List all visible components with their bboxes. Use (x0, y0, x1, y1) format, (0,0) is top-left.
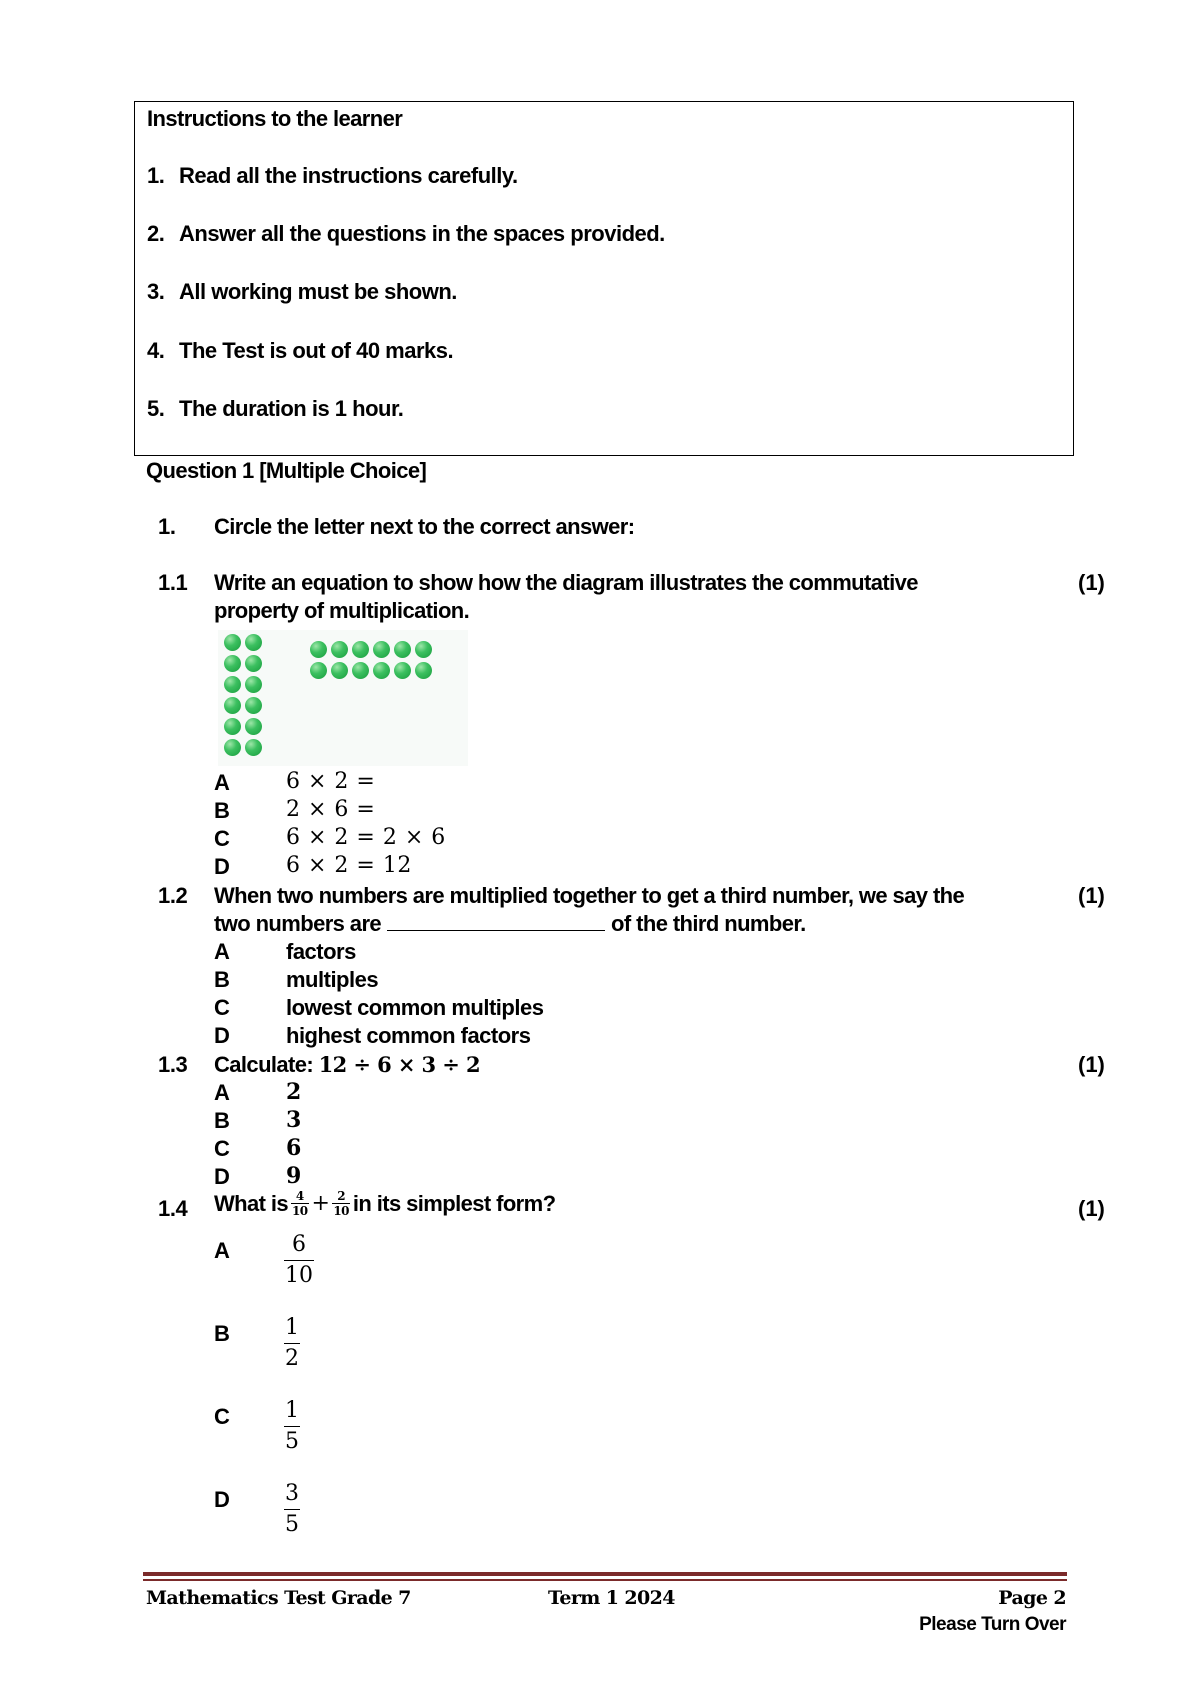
question-text: property of multiplication. (214, 598, 470, 623)
fraction (284, 1400, 300, 1453)
fraction (284, 1234, 314, 1287)
option-text: 6 × 2 = (286, 769, 376, 794)
question-text-part: of the third number. (611, 911, 806, 936)
question-expression: 12 ÷ 6 × 3 ÷ 2 (318, 1052, 480, 1077)
question-mark: (1) (1078, 1196, 1105, 1221)
option-text: factors (286, 939, 356, 964)
question-label: Calculate: (214, 1052, 314, 1077)
fraction-bar (284, 1343, 300, 1344)
footer-page-number: Page 2 (998, 1587, 1066, 1609)
option-text: 9 (286, 1163, 302, 1189)
fraction-numerator: 1 (285, 1315, 299, 1340)
fraction-denominator: 10 (292, 1204, 308, 1218)
horizontal-array-dot (331, 662, 348, 679)
question-text (214, 911, 806, 937)
horizontal-array-dot (415, 662, 432, 679)
section-title: Question 1 [Multiple Choice] (146, 458, 427, 483)
horizontal-array-dot (394, 662, 411, 679)
horizontal-array-dot (373, 662, 390, 679)
option-fraction (284, 1483, 300, 1536)
option-letter: D (214, 1164, 230, 1189)
option-letter: D (214, 854, 230, 879)
fraction-numerator: 3 (285, 1481, 299, 1506)
option-fraction (284, 1234, 314, 1287)
option-letter: B (214, 1321, 230, 1346)
fraction-denominator: 2 (285, 1346, 299, 1371)
question-text (214, 1190, 555, 1217)
instruction-number: 2. (147, 221, 165, 246)
vertical-array-dot (224, 655, 241, 672)
option-letter: A (214, 939, 230, 964)
option-text: 2 (286, 1079, 302, 1105)
horizontal-array-dot (352, 641, 369, 658)
horizontal-array-dot (415, 641, 432, 658)
option-text: 3 (286, 1107, 302, 1133)
fraction-denominator: 5 (285, 1512, 299, 1537)
fraction-denominator: 10 (285, 1263, 313, 1288)
fraction-denominator: 10 (333, 1204, 349, 1218)
footer-rule-thick (143, 1572, 1067, 1576)
instruction-number: 4. (147, 338, 165, 363)
fraction-numerator: 6 (292, 1232, 306, 1257)
option-letter: B (214, 967, 230, 992)
fraction-numerator: 2 (337, 1189, 345, 1203)
option-text: 6 (286, 1135, 302, 1161)
vertical-array-dot (245, 718, 262, 735)
vertical-array-dot (224, 739, 241, 756)
vertical-array-dot (245, 655, 262, 672)
fraction (332, 1190, 350, 1217)
question-number: 1.2 (158, 883, 188, 908)
question-text: Write an equation to show how the diagram illustrates the commutative (214, 570, 918, 595)
question-number: 1.4 (158, 1196, 188, 1221)
horizontal-array-dot (310, 662, 327, 679)
fraction-numerator: 4 (295, 1189, 304, 1203)
vertical-array-dot (245, 676, 262, 693)
horizontal-array-dot (373, 641, 390, 658)
option-fraction (284, 1400, 300, 1453)
footer-please-turn-over: Please Turn Over (919, 1614, 1066, 1635)
option-letter: C (214, 1136, 230, 1161)
instruction-item (147, 163, 518, 189)
option-letter: C (214, 995, 230, 1020)
instruction-number: 1. (147, 163, 165, 188)
fraction-numerator: 1 (285, 1398, 299, 1423)
question-text: When two numbers are multiplied together to get a third number, we say the (214, 883, 965, 908)
option-text: highest common factors (286, 1023, 531, 1048)
horizontal-array-dot (310, 641, 327, 658)
answer-blank (387, 912, 605, 931)
option-fraction (284, 1317, 300, 1370)
vertical-array-dot (245, 697, 262, 714)
question-mark: (1) (1078, 1052, 1105, 1077)
fraction-bar (284, 1426, 300, 1427)
fraction (291, 1190, 309, 1217)
option-text: multiples (286, 967, 379, 992)
option-text: 6 × 2 = 12 (286, 853, 412, 878)
question-text-part: two numbers are (214, 911, 382, 936)
vertical-array-dot (224, 697, 241, 714)
option-letter: C (214, 826, 230, 851)
fraction-bar (284, 1260, 314, 1261)
plus-sign: + (311, 1191, 330, 1216)
vertical-array-dot (224, 634, 241, 651)
footer-term: Term 1 2024 (548, 1587, 675, 1609)
dot-array-diagram (218, 630, 468, 766)
vertical-array-dot (224, 718, 241, 735)
instruction-text: The duration is 1 hour. (179, 396, 404, 421)
fraction (284, 1483, 300, 1536)
option-text: 6 × 2 = 2 × 6 (286, 825, 446, 850)
question-text-part: in its simplest form? (352, 1190, 556, 1216)
option-letter: B (214, 1108, 230, 1133)
instruction-item (147, 221, 665, 247)
question-text-part: What is (214, 1190, 289, 1216)
question-number: 1.3 (158, 1052, 188, 1077)
option-letter: A (214, 1238, 230, 1263)
footer-rule-thin (143, 1579, 1067, 1581)
option-letter: B (214, 798, 230, 823)
instructions-title: Instructions to the learner (147, 106, 403, 131)
instruction-text: The Test is out of 40 marks. (179, 338, 454, 363)
instruction-number: 3. (147, 279, 165, 304)
option-letter: A (214, 1080, 230, 1105)
instruction-text: Read all the instructions carefully. (179, 163, 518, 188)
vertical-array-dot (245, 739, 262, 756)
option-letter: A (214, 770, 230, 795)
instruction-item (147, 396, 403, 422)
horizontal-array-dot (331, 641, 348, 658)
option-text: lowest common multiples (286, 995, 544, 1020)
horizontal-array-dot (352, 662, 369, 679)
footer-subject: Mathematics Test Grade 7 (146, 1587, 411, 1609)
option-letter: D (214, 1487, 230, 1512)
vertical-array-dot (224, 676, 241, 693)
instruction-text: All working must be shown. (179, 279, 457, 304)
question-text (214, 1052, 480, 1078)
question-number: 1.1 (158, 570, 188, 595)
fraction-denominator: 5 (285, 1429, 299, 1454)
instructions-box (134, 101, 1074, 456)
option-text: 2 × 6 = (286, 797, 376, 822)
instruction-number: 5. (147, 396, 165, 421)
section-intro-number: 1. (158, 514, 176, 539)
vertical-array-dot (245, 634, 262, 651)
option-letter: C (214, 1404, 230, 1429)
fraction (284, 1317, 300, 1370)
section-intro-text: Circle the letter next to the correct answer: (214, 514, 635, 539)
question-mark: (1) (1078, 883, 1105, 908)
instruction-item (147, 279, 457, 305)
instruction-item (147, 338, 453, 364)
fraction-bar (284, 1509, 300, 1510)
question-mark: (1) (1078, 570, 1105, 595)
horizontal-array-dot (394, 641, 411, 658)
option-letter: D (214, 1023, 230, 1048)
instruction-text: Answer all the questions in the spaces provided. (179, 221, 665, 246)
